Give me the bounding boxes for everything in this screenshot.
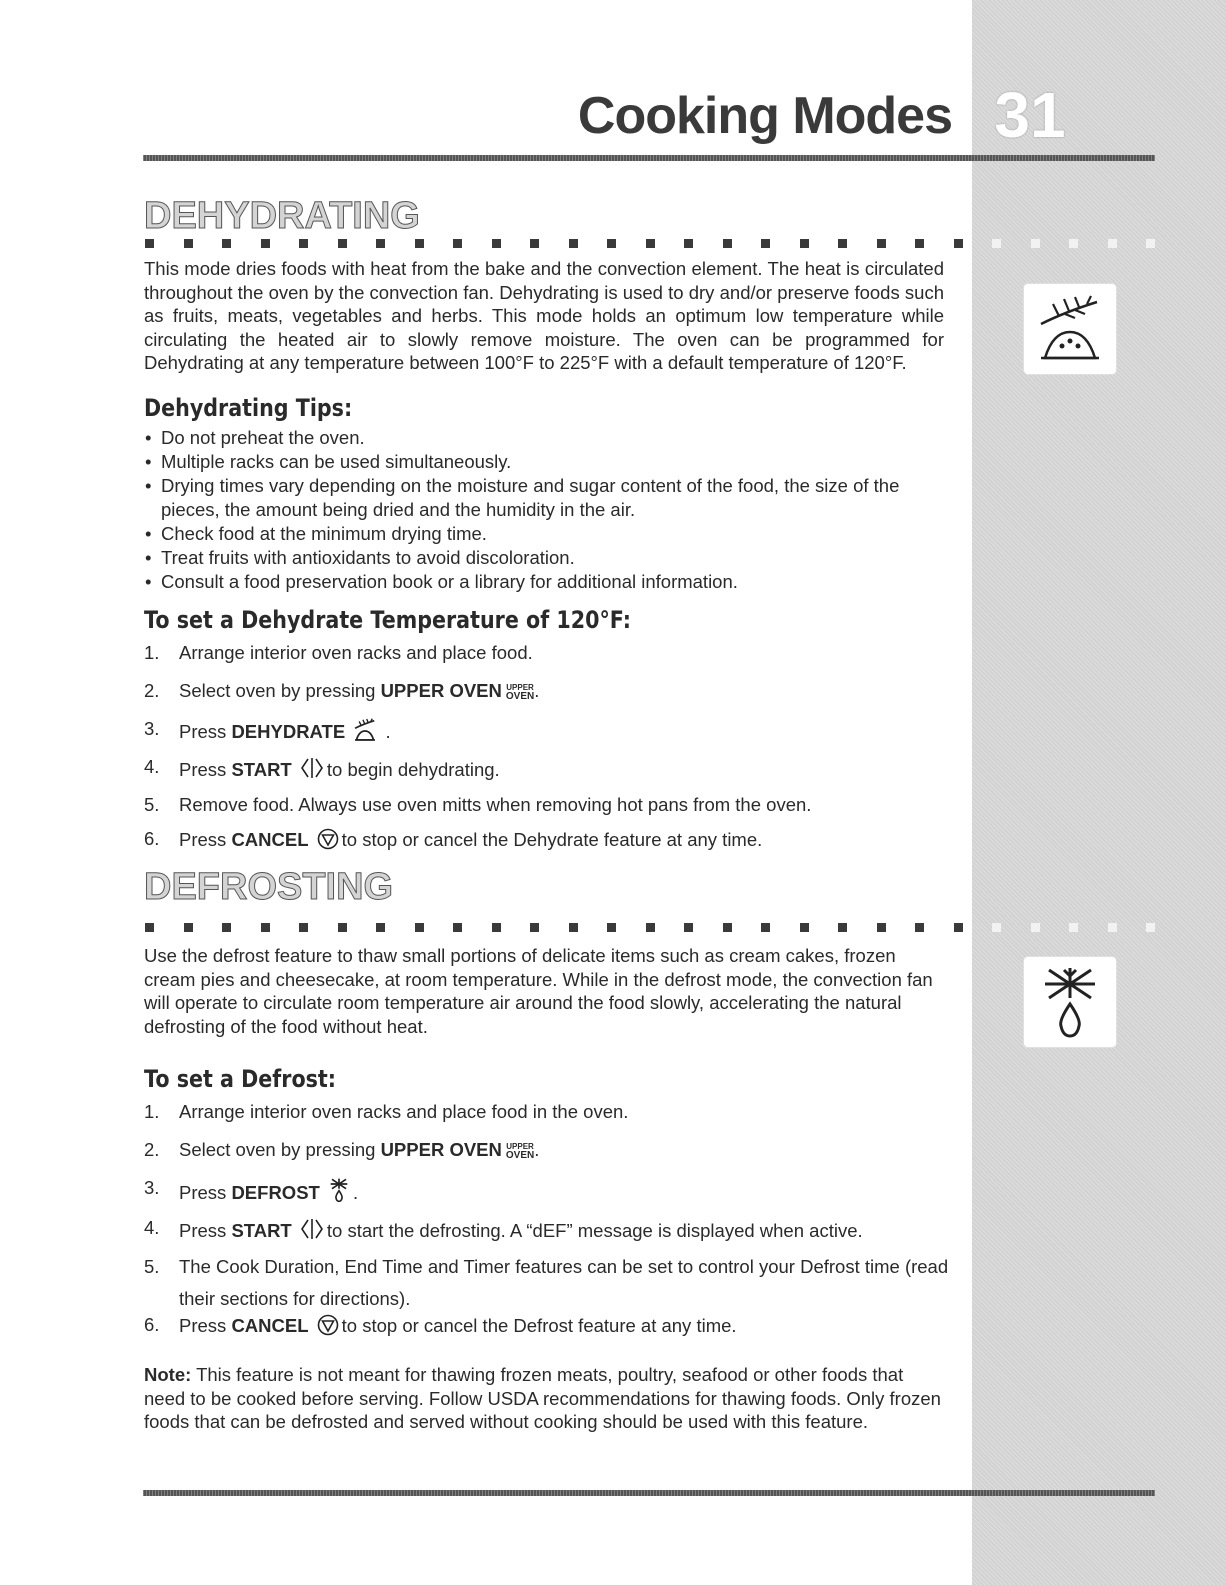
step-text: Arrange interior oven racks and place food in the oven. bbox=[179, 1101, 629, 1122]
defrost-steps bbox=[144, 1101, 954, 1348]
start-icon bbox=[300, 756, 324, 780]
rule-dot bbox=[415, 239, 424, 248]
rule-dot bbox=[877, 923, 886, 932]
defrost-key: DEFROST bbox=[231, 1182, 320, 1203]
dehydrate-mode-icon-box bbox=[1024, 284, 1116, 374]
step-number: 4. bbox=[144, 1217, 160, 1238]
step-text: Press bbox=[179, 1182, 232, 1203]
dehydrating-dot-rule bbox=[145, 237, 1155, 249]
step-item: 2. Select oven by pressing UPPER OVEN UPPER OVEN . bbox=[144, 680, 540, 702]
start-icon bbox=[300, 1217, 324, 1241]
cancel-key: CANCEL bbox=[231, 829, 309, 850]
note-text: This feature is not meant for thawing frozen meats, poultry, seafood or other foods that need to be cooked before serving. Follow USDA recommendations for thawing foods. Only frozen foods that can be defrosted and served without cooking should be used with this feature. bbox=[144, 1364, 941, 1432]
step-number: 5. bbox=[144, 794, 160, 815]
rule-dot bbox=[299, 239, 308, 248]
tip-item: • Check food at the minimum drying time. bbox=[144, 522, 954, 546]
rule-dot bbox=[1146, 239, 1155, 248]
rule-dot bbox=[992, 239, 1001, 248]
defrosting-intro: Use the defrost feature to thaw small portions of delicate items such as cream cakes, frozen cream pies and cheesecake, at room temperature. While in the defrost mode, the convection fan will operate to circulate room temperature air around the food slowly, accelerating the natural defrosting of the food without heat. bbox=[144, 945, 933, 1037]
step-number: 3. bbox=[144, 718, 160, 739]
start-key: START bbox=[231, 1220, 292, 1241]
upper-oven-key-icon: UPPER OVEN bbox=[505, 1142, 535, 1161]
rule-dot bbox=[145, 923, 154, 932]
dehydrating-intro: This mode dries foods with heat from the bake and the convection element. The heat is circulated throughout the oven by the convection fan. Dehydrating is used to dry and/or preserve foods such as fruits, meats, vegetables and herbs. This mode holds an optimum low temperature while circulating the heated air to slowly remove moisture. The oven can be programmed for Dehydrating at any temperature between 100°F to 225°F with a default temperature of 120°F. bbox=[144, 258, 944, 373]
defrosting-heading: DEFROSTING bbox=[144, 866, 394, 908]
step-item: 4. Press START to begin dehydrating. bbox=[144, 756, 500, 780]
rule-dot bbox=[761, 239, 770, 248]
rule-dot bbox=[607, 239, 616, 248]
step-item: 4. Press START to start the defrosting. A “dEF” message is displayed when active. bbox=[144, 1217, 863, 1241]
step-number: 1. bbox=[144, 1101, 160, 1122]
rule-dot bbox=[1031, 239, 1040, 248]
start-key: START bbox=[231, 759, 292, 780]
dehydrate-icon bbox=[353, 718, 377, 742]
rule-dot bbox=[838, 923, 847, 932]
rule-dot bbox=[723, 923, 732, 932]
rule-dot bbox=[222, 239, 231, 248]
page-title: Cooking Modes bbox=[577, 87, 952, 145]
defrost-note bbox=[144, 1363, 944, 1434]
rule-dot bbox=[569, 239, 578, 248]
rule-dot bbox=[261, 923, 270, 932]
step-number: 2. bbox=[144, 1139, 160, 1160]
rule-dot bbox=[184, 923, 193, 932]
step-text: Press bbox=[179, 721, 232, 742]
upper-oven-key-icon: UPPER OVEN bbox=[505, 683, 535, 702]
rule-dot bbox=[838, 239, 847, 248]
step-item bbox=[144, 794, 954, 828]
step-text: Select oven by pressing bbox=[179, 680, 381, 701]
rule-dot bbox=[145, 239, 154, 248]
cancel-icon bbox=[317, 1314, 339, 1336]
cancel-icon bbox=[317, 828, 339, 850]
rule-dot bbox=[415, 923, 424, 932]
rule-dot bbox=[800, 923, 809, 932]
step-item bbox=[144, 1101, 954, 1139]
rule-dot bbox=[492, 923, 501, 932]
step-item: 3. Press DEFROST . bbox=[144, 1177, 359, 1203]
rule-dot bbox=[530, 923, 539, 932]
rule-dot bbox=[453, 239, 462, 248]
rule-dot bbox=[915, 239, 924, 248]
step-item: 2. Select oven by pressing UPPER OVEN UPPER OVEN . bbox=[144, 1139, 540, 1161]
rule-dot bbox=[684, 923, 693, 932]
step-number: 6. bbox=[144, 1314, 160, 1335]
rule-dot bbox=[954, 239, 963, 248]
dehydrating-tips-list bbox=[144, 426, 954, 594]
rule-dot bbox=[1031, 923, 1040, 932]
rule-dot bbox=[992, 923, 1001, 932]
step-text: Press bbox=[179, 759, 232, 780]
step-text: Remove food. Always use oven mitts when removing hot pans from the oven. bbox=[179, 794, 812, 815]
rule-dot bbox=[376, 239, 385, 248]
step-text: Select oven by pressing bbox=[179, 1139, 381, 1160]
rule-dot bbox=[299, 923, 308, 932]
cancel-key: CANCEL bbox=[231, 1315, 309, 1336]
rule-dot bbox=[915, 923, 924, 932]
dehydrate-steps-title: To set a Dehydrate Temperature of 120°F: bbox=[144, 606, 631, 634]
header-rule bbox=[143, 155, 1155, 161]
step-text: Press bbox=[179, 1220, 232, 1241]
rule-dot bbox=[338, 239, 347, 248]
step-text: Arrange interior oven racks and place food. bbox=[179, 642, 533, 663]
note-label: Note: bbox=[144, 1364, 192, 1385]
rule-dot bbox=[569, 923, 578, 932]
step-number: 1. bbox=[144, 642, 160, 663]
dehydrate-icon bbox=[1035, 294, 1105, 364]
tip-item: • Multiple racks can be used simultaneously. bbox=[144, 450, 954, 474]
defrost-mode-icon-box bbox=[1024, 957, 1116, 1047]
rule-dot bbox=[338, 923, 347, 932]
upper-oven-key: UPPER OVEN bbox=[380, 680, 502, 701]
step-number: 5. bbox=[144, 1256, 160, 1277]
defrost-icon bbox=[1037, 964, 1103, 1040]
rule-dot bbox=[684, 239, 693, 248]
rule-dot bbox=[1146, 923, 1155, 932]
tip-item: • Treat fruits with antioxidants to avoid discoloration. bbox=[144, 546, 954, 570]
step-number: 4. bbox=[144, 756, 160, 777]
dehydrate-key: DEHYDRATE bbox=[231, 721, 346, 742]
step-item: 3. Press DEHYDRATE . bbox=[144, 718, 391, 742]
rule-dot bbox=[1069, 923, 1078, 932]
dehydrate-steps bbox=[144, 642, 954, 862]
rule-dot bbox=[607, 923, 616, 932]
rule-dot bbox=[222, 923, 231, 932]
page-number: 31 bbox=[994, 79, 1066, 151]
rule-dot bbox=[877, 239, 886, 248]
rule-dot bbox=[1108, 239, 1117, 248]
upper-oven-key: UPPER OVEN bbox=[380, 1139, 502, 1160]
rule-dot bbox=[184, 239, 193, 248]
rule-dot bbox=[261, 239, 270, 248]
step-text: Press bbox=[179, 829, 232, 850]
rule-dot bbox=[1069, 239, 1078, 248]
dehydrating-heading: DEHYDRATING bbox=[144, 195, 420, 237]
step-item: 6. Press CANCEL to stop or cancel the Defrost feature at any time. bbox=[144, 1314, 737, 1336]
dehydrating-tips-title: Dehydrating Tips: bbox=[144, 394, 353, 422]
rule-dot bbox=[646, 923, 655, 932]
footer-rule bbox=[143, 1490, 1155, 1496]
defrost-icon bbox=[328, 1177, 350, 1203]
step-item bbox=[144, 1251, 954, 1314]
defrost-steps-title: To set a Defrost: bbox=[144, 1065, 337, 1093]
rule-dot bbox=[530, 239, 539, 248]
rule-dot bbox=[492, 239, 501, 248]
step-text: The Cook Duration, End Time and Timer features can be set to control your Defrost time (read their sections for directions). bbox=[179, 1256, 949, 1309]
step-number: 6. bbox=[144, 828, 160, 849]
step-item: 6. Press CANCEL to stop or cancel the Dehydrate feature at any time. bbox=[144, 828, 763, 850]
rule-dot bbox=[800, 239, 809, 248]
step-item bbox=[144, 642, 954, 680]
rule-dot bbox=[646, 239, 655, 248]
tip-item: • Do not preheat the oven. bbox=[144, 426, 954, 450]
tip-item: • Drying times vary depending on the moisture and sugar content of the food, the size of the pieces, the amount being dried and the humidity in the air. bbox=[144, 474, 954, 522]
step-text: Press bbox=[179, 1315, 232, 1336]
step-number: 2. bbox=[144, 680, 160, 701]
rule-dot bbox=[723, 239, 732, 248]
step-number: 3. bbox=[144, 1177, 160, 1198]
tip-item: • Consult a food preservation book or a library for additional information. bbox=[144, 570, 954, 594]
defrosting-dot-rule bbox=[145, 921, 1155, 933]
rule-dot bbox=[1108, 923, 1117, 932]
rule-dot bbox=[376, 923, 385, 932]
rule-dot bbox=[761, 923, 770, 932]
rule-dot bbox=[954, 923, 963, 932]
rule-dot bbox=[453, 923, 462, 932]
